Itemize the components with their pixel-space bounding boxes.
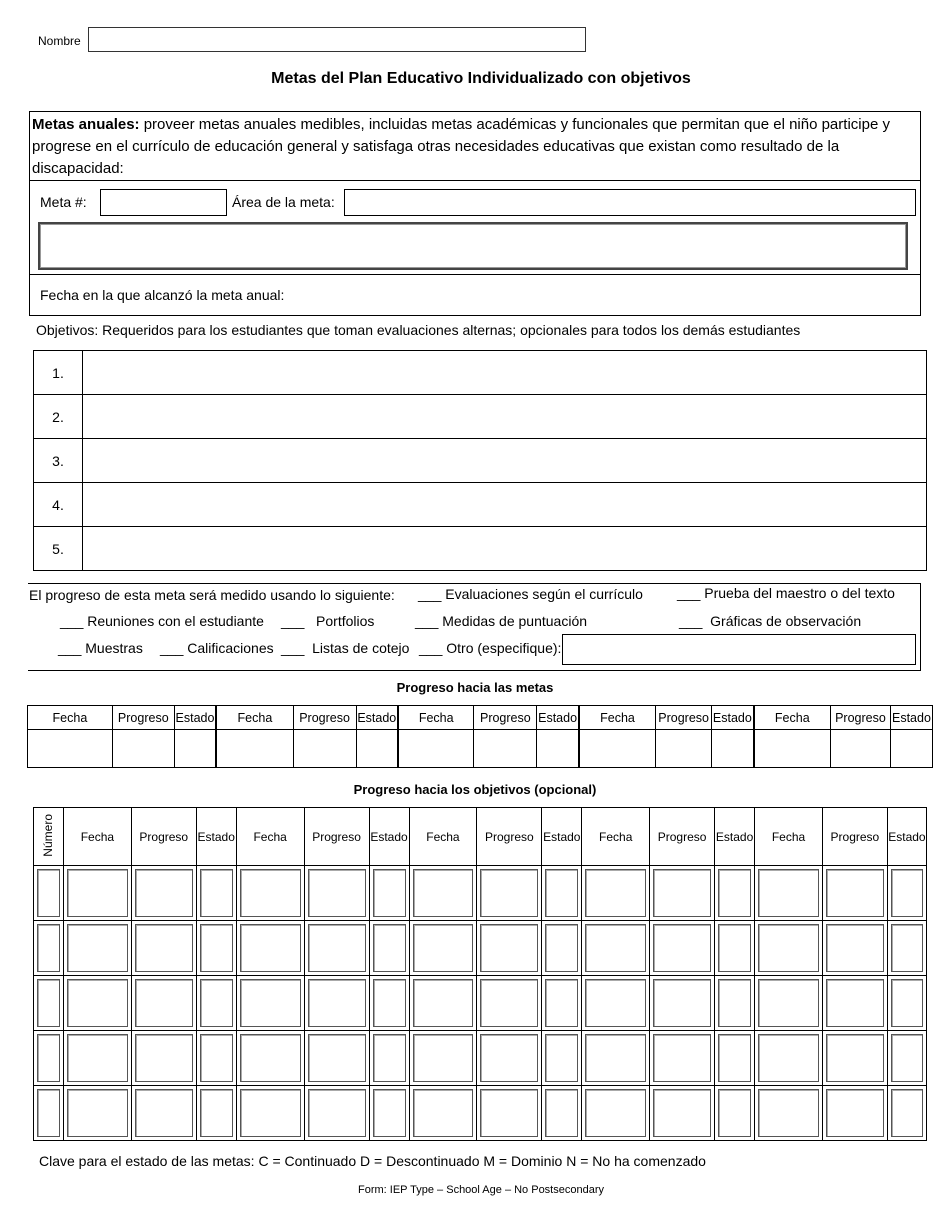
col-number [34,808,64,866]
checkbox-blank[interactable]: ___ [58,640,82,656]
table-cell [650,976,715,1031]
table-row [34,351,927,395]
cell-input[interactable] [653,869,711,917]
objective-input[interactable] [83,527,927,571]
table-cell [236,866,304,921]
table-cell [196,921,236,976]
cell-input[interactable] [758,924,819,972]
cell-input[interactable] [200,869,233,917]
col-status: Estado [712,706,754,730]
table-header-row [34,808,927,866]
cell-input[interactable] [826,979,884,1027]
cell-input[interactable] [653,924,711,972]
col-status: Estado [715,808,755,866]
col-date: Fecha [755,808,823,866]
col-date: Fecha [409,808,477,866]
cell-input[interactable] [135,1034,193,1082]
status-key: Clave para el estado de las metas: C = Continuado D = Descontinuado M = Dominio N = No ha comenzado [39,1153,706,1169]
col-status: Estado [887,808,926,866]
cell-input[interactable] [480,979,538,1027]
page-title: Metas del Plan Educativo Individualizado con objetivos [271,70,691,87]
table-cell [755,1031,823,1086]
table-cell [542,1031,582,1086]
col-status: Estado [369,808,409,866]
cell-input[interactable] [200,1034,233,1082]
cell-input[interactable] [891,869,923,917]
cell-input[interactable] [474,730,537,768]
table-cell [650,866,715,921]
cell-input[interactable] [579,730,656,768]
objective-number: 2. [34,395,83,439]
table-cell [236,1086,304,1141]
cell-input[interactable] [480,1034,538,1082]
option-label: Gráficas de observación [710,613,862,629]
table-cell [304,921,369,976]
cell-input[interactable] [67,924,128,972]
option-label: Prueba del maestro o del texto [704,585,895,601]
objective-input[interactable] [83,351,927,395]
other-specify-input[interactable] [562,634,916,665]
col-status: Estado [174,706,216,730]
col-date: Fecha [582,808,650,866]
cell-input[interactable] [545,869,578,917]
option-label: Reuniones con el estudiante [87,613,264,629]
col-status: Estado [356,706,398,730]
cell-input[interactable] [718,869,751,917]
col-progress: Progreso [474,706,537,730]
table-row [34,976,927,1031]
cell-input[interactable] [712,730,754,768]
cell-input[interactable] [200,924,233,972]
option-label: Medidas de puntuación [442,613,588,629]
table-cell [369,976,409,1031]
checkbox-blank[interactable]: ___ [60,613,84,629]
table-row [28,730,933,768]
col-progress: Progreso [304,808,369,866]
table-cell [822,921,887,976]
cell-input[interactable] [373,924,406,972]
cell-input[interactable] [545,1089,578,1137]
cell-input[interactable] [67,979,128,1027]
goal-number-label: Meta #: [40,194,87,210]
cell-input[interactable] [545,1034,578,1082]
cell-input[interactable] [356,730,398,768]
table-cell [304,976,369,1031]
col-date: Fecha [754,706,831,730]
table-cell [715,976,755,1031]
table-cell [196,1031,236,1086]
table-cell [34,976,64,1031]
cell-input[interactable] [585,1089,646,1137]
option-samples[interactable] [58,640,143,656]
objectives-intro: Objetivos: Requeridos para los estudiantes que toman evaluaciones alternas; opcionales para todos los demás estudiantes [36,322,801,338]
table-cell [63,1086,131,1141]
col-progress: Progreso [830,706,890,730]
table-header-row [28,706,933,730]
table-cell [822,976,887,1031]
cell-input[interactable] [135,1089,193,1137]
table-cell [131,866,196,921]
date-achieved-label: Fecha en la que alcanzó la meta anual: [40,287,285,303]
cell-input[interactable] [37,979,60,1027]
table-cell [63,976,131,1031]
table-cell [409,1086,477,1141]
cell-input[interactable] [413,1089,474,1137]
cell-input[interactable] [308,979,366,1027]
cell-input[interactable] [758,869,819,917]
table-cell [650,1031,715,1086]
table-cell [822,866,887,921]
table-cell [131,921,196,976]
option-label: Otro (especifique): [446,640,562,656]
table-cell [236,976,304,1031]
checkbox-blank[interactable]: ___ [160,640,184,656]
table-cell [131,1031,196,1086]
cell-input[interactable] [373,1089,406,1137]
cell-input[interactable] [537,730,579,768]
cell-input[interactable] [112,730,174,768]
table-cell [650,1086,715,1141]
cell-input[interactable] [413,1034,474,1082]
table-cell [477,976,542,1031]
table-cell [34,1086,64,1141]
objective-input[interactable] [83,395,927,439]
form-footer: Form: IEP Type – School Age – No Postsecondary [357,1184,604,1196]
objective-input[interactable] [83,439,927,483]
table-row [34,483,927,527]
cell-input[interactable] [826,1089,884,1137]
cell-input[interactable] [826,869,884,917]
table-cell [304,1086,369,1141]
col-progress: Progreso [477,808,542,866]
checkbox-blank[interactable]: ___ [415,613,439,629]
cell-input[interactable] [373,979,406,1027]
table-cell [196,976,236,1031]
table-cell [542,866,582,921]
option-scoring[interactable] [415,613,587,629]
table-cell [236,921,304,976]
table-cell [715,921,755,976]
cell-input[interactable] [826,924,884,972]
col-status: Estado [890,706,932,730]
name-label: Nombre [38,34,81,48]
cell-input[interactable] [200,1089,233,1137]
cell-input[interactable] [135,869,193,917]
cell-input[interactable] [754,730,831,768]
cell-input[interactable] [413,924,474,972]
table-cell [369,866,409,921]
name-input[interactable] [88,27,586,52]
cell-input[interactable] [37,924,60,972]
table-cell [409,1031,477,1086]
col-date: Fecha [398,706,474,730]
table-cell [582,1086,650,1141]
cell-input[interactable] [545,924,578,972]
table-cell [582,976,650,1031]
table-cell [755,866,823,921]
annual-goals-text: proveer metas anuales medibles, incluidas metas académicas y funcionales que permitan que el niño participe y progrese en el currículo de educación general y satisfaga otras necesidades educativas que existan como resultado de la discapacidad: [32,116,890,177]
cell-input[interactable] [308,1034,366,1082]
option-label: Calificaciones [187,640,274,656]
table-cell [63,866,131,921]
table-cell [477,921,542,976]
col-status: Estado [542,808,582,866]
table-cell [63,921,131,976]
annual-goals-label: Metas anuales: [32,116,140,133]
cell-input[interactable] [891,924,923,972]
annual-goals-description [29,111,921,181]
table-cell [887,921,926,976]
table-row [34,439,927,483]
table-cell [715,1031,755,1086]
option-curriculum[interactable] [418,586,643,602]
table-cell [409,866,477,921]
checkbox-blank[interactable]: ___ [677,585,701,601]
checkbox-blank[interactable]: ___ [281,640,305,656]
cell-input[interactable] [240,1089,301,1137]
option-checklists[interactable] [281,640,409,656]
col-date: Fecha [579,706,656,730]
cell-input[interactable] [480,924,538,972]
table-cell [196,866,236,921]
table-cell [755,1086,823,1141]
objectives-table [33,350,927,571]
cell-input[interactable] [653,1034,711,1082]
cell-input[interactable] [37,1089,60,1137]
table-cell [887,976,926,1031]
col-date: Fecha [63,808,131,866]
table-cell [822,1031,887,1086]
cell-input[interactable] [398,730,474,768]
goal-area-input[interactable] [344,189,916,216]
table-cell [715,866,755,921]
table-row [34,1031,927,1086]
cell-input[interactable] [653,979,711,1027]
table-cell [822,1086,887,1141]
table-cell [369,1031,409,1086]
cell-input[interactable] [480,869,538,917]
cell-input[interactable] [200,979,233,1027]
checkbox-blank[interactable]: ___ [418,586,442,602]
table-cell [409,921,477,976]
option-label: Portfolios [316,613,375,629]
option-label: Muestras [85,640,143,656]
table-row [34,1086,927,1141]
table-row [34,866,927,921]
objective-progress-table [33,807,927,1141]
objective-number: 5. [34,527,83,571]
objective-number: 3. [34,439,83,483]
cell-input[interactable] [656,730,712,768]
col-number-label: Número [41,813,56,857]
cell-input[interactable] [826,1034,884,1082]
col-progress: Progreso [822,808,887,866]
table-cell [887,1031,926,1086]
cell-input[interactable] [37,869,60,917]
checkbox-blank[interactable]: ___ [679,613,703,629]
col-status: Estado [196,808,236,866]
cell-input[interactable] [216,730,293,768]
cell-input[interactable] [585,869,646,917]
cell-input[interactable] [718,979,751,1027]
option-grades[interactable] [160,640,274,656]
cell-input[interactable] [413,869,474,917]
table-cell [409,976,477,1031]
table-cell [542,1086,582,1141]
cell-input[interactable] [240,924,301,972]
option-label: Listas de cotejo [312,640,410,656]
cell-input[interactable] [718,1034,751,1082]
cell-input[interactable] [308,1089,366,1137]
option-portfolios[interactable] [281,613,374,629]
cell-input[interactable] [28,730,113,768]
cell-input[interactable] [240,979,301,1027]
table-cell [131,1086,196,1141]
cell-input[interactable] [891,1034,923,1082]
cell-input[interactable] [67,869,128,917]
table-cell [887,1086,926,1141]
col-progress: Progreso [656,706,712,730]
cell-input[interactable] [67,1089,128,1137]
col-date: Fecha [216,706,293,730]
cell-input[interactable] [135,924,193,972]
cell-input[interactable] [891,979,923,1027]
table-cell [304,866,369,921]
table-cell [582,921,650,976]
goal-description-input[interactable] [38,222,908,270]
checkbox-blank[interactable]: ___ [419,640,443,656]
cell-input[interactable] [293,730,356,768]
table-row [34,527,927,571]
cell-input[interactable] [240,1034,301,1082]
table-cell [477,866,542,921]
cell-input[interactable] [373,1034,406,1082]
table-cell [196,1086,236,1141]
option-other[interactable] [419,640,561,656]
cell-input[interactable] [67,1034,128,1082]
cell-input[interactable] [653,1089,711,1137]
option-teacher-test[interactable] [677,585,895,601]
table-cell [34,921,64,976]
col-progress: Progreso [650,808,715,866]
table-cell [477,1086,542,1141]
objective-progress-title: Progreso hacia los objetivos (opcional) [353,782,597,797]
table-cell [887,866,926,921]
col-progress: Progreso [293,706,356,730]
col-progress: Progreso [131,808,196,866]
cell-input[interactable] [830,730,890,768]
cell-input[interactable] [758,1089,819,1137]
table-cell [304,1031,369,1086]
cell-input[interactable] [890,730,932,768]
option-student-meetings[interactable] [60,613,264,629]
table-cell [542,921,582,976]
table-cell [477,1031,542,1086]
goal-number-input[interactable] [100,189,227,216]
cell-input[interactable] [545,979,578,1027]
checkbox-blank[interactable]: ___ [281,613,305,629]
table-cell [755,921,823,976]
table-cell [34,866,64,921]
cell-input[interactable] [718,1089,751,1137]
col-date: Fecha [236,808,304,866]
table-row [34,395,927,439]
col-progress: Progreso [112,706,174,730]
cell-input[interactable] [718,924,751,972]
goal-progress-title: Progreso hacia las metas [396,680,554,695]
cell-input[interactable] [585,1034,646,1082]
cell-input[interactable] [585,979,646,1027]
cell-input[interactable] [240,869,301,917]
cell-input[interactable] [308,924,366,972]
cell-input[interactable] [585,924,646,972]
table-cell [715,1086,755,1141]
objective-number: 1. [34,351,83,395]
cell-input[interactable] [413,979,474,1027]
table-cell [582,1031,650,1086]
table-row [34,921,927,976]
cell-input[interactable] [174,730,216,768]
table-cell [650,921,715,976]
objective-number: 4. [34,483,83,527]
goal-area-label: Área de la meta: [232,194,335,210]
col-status: Estado [537,706,579,730]
table-cell [582,866,650,921]
cell-input[interactable] [758,979,819,1027]
goal-progress-table [27,705,933,768]
option-observation[interactable] [679,613,861,629]
objective-input[interactable] [83,483,927,527]
table-cell [542,976,582,1031]
table-cell [131,976,196,1031]
measurement-intro: El progreso de esta meta será medido usando lo siguiente: [29,587,395,603]
cell-input[interactable] [480,1089,538,1137]
table-cell [369,921,409,976]
table-cell [236,1031,304,1086]
cell-input[interactable] [37,1034,60,1082]
col-date: Fecha [28,706,113,730]
cell-input[interactable] [373,869,406,917]
table-cell [34,1031,64,1086]
cell-input[interactable] [135,979,193,1027]
cell-input[interactable] [758,1034,819,1082]
option-label: Evaluaciones según el currículo [445,586,643,602]
table-cell [63,1031,131,1086]
table-cell [369,1086,409,1141]
table-cell [755,976,823,1031]
cell-input[interactable] [891,1089,923,1137]
cell-input[interactable] [308,869,366,917]
